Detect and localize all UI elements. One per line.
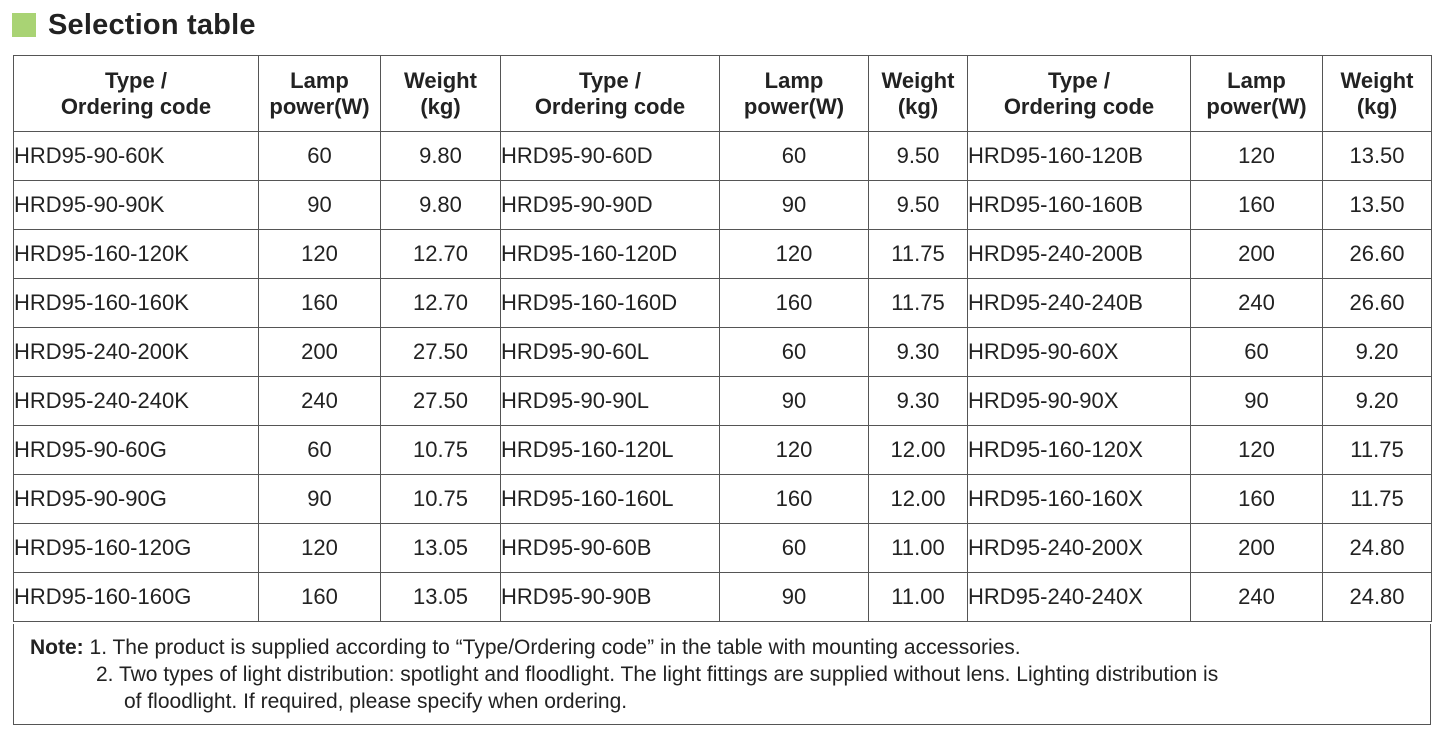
column-header-line-1: Lamp <box>764 67 824 93</box>
weight-cell: 12.70 <box>381 230 501 279</box>
lamp-power-cell: 200 <box>259 328 381 377</box>
weight-cell: 13.50 <box>1323 132 1432 181</box>
weight-cell: 11.00 <box>869 573 968 622</box>
table-row <box>14 181 1432 230</box>
type-code-cell: HRD95-160-120D <box>501 230 720 279</box>
lamp-power-cell: 120 <box>1191 132 1323 181</box>
type-code-cell: HRD95-160-160G <box>14 573 259 622</box>
table-row <box>14 475 1432 524</box>
weight-cell: 9.30 <box>869 377 968 426</box>
lamp-power-cell: 240 <box>259 377 381 426</box>
type-code-cell: HRD95-90-90L <box>501 377 720 426</box>
weight-cell: 11.75 <box>869 230 968 279</box>
column-header-line-2: (kg) <box>420 93 461 119</box>
note-item-1: 1. The product is supplied according to “Type/Ordering code” in the table with mounting accessories. <box>89 636 1021 659</box>
type-code-cell: HRD95-240-200X <box>968 524 1191 573</box>
table-row <box>14 230 1432 279</box>
lamp-power-cell: 90 <box>1191 377 1323 426</box>
type-code-cell: HRD95-160-160K <box>14 279 259 328</box>
column-header-line-2: (kg) <box>897 93 939 119</box>
section-title-bar <box>12 8 256 42</box>
type-code-cell: HRD95-90-60X <box>968 328 1191 377</box>
type-code-cell: HRD95-240-200B <box>968 230 1191 279</box>
note-item-2-line-1: 2. Two types of light distribution: spotlight and floodlight. The light fittings are supplied without lens. Lighting distribution is <box>96 663 1219 686</box>
lamp-power-cell: 200 <box>1191 230 1323 279</box>
type-code-cell: HRD95-160-160B <box>968 181 1191 230</box>
page-title: Selection table <box>48 8 256 41</box>
table-row <box>14 377 1432 426</box>
weight-cell: 12.70 <box>381 279 501 328</box>
weight-cell: 9.30 <box>869 328 968 377</box>
weight-cell: 24.80 <box>1323 524 1432 573</box>
type-code-cell: HRD95-160-120G <box>14 524 259 573</box>
column-header-line-1: Weight <box>881 67 955 93</box>
weight-cell: 11.75 <box>869 279 968 328</box>
column-header-line-1: Type / <box>1048 67 1110 93</box>
lamp-power-cell: 90 <box>259 475 381 524</box>
type-code-cell: HRD95-90-60D <box>501 132 720 181</box>
weight-cell: 13.05 <box>381 524 501 573</box>
type-code-cell: HRD95-90-90B <box>501 573 720 622</box>
column-header-line-1: Lamp <box>1227 67 1286 93</box>
type-code-cell: HRD95-90-60L <box>501 328 720 377</box>
weight-cell: 10.75 <box>381 426 501 475</box>
column-header-line-1: Weight <box>404 67 477 93</box>
lamp-power-cell: 60 <box>1191 328 1323 377</box>
weight-cell: 27.50 <box>381 328 501 377</box>
column-header-line-2: Ordering code <box>60 93 212 119</box>
weight-cell: 9.20 <box>1323 377 1432 426</box>
weight-cell: 11.75 <box>1323 475 1432 524</box>
weight-cell: 12.00 <box>869 475 968 524</box>
type-code-cell: HRD95-90-60K <box>14 132 259 181</box>
table-row <box>14 426 1432 475</box>
type-code-cell: HRD95-160-160D <box>501 279 720 328</box>
lamp-power-cell: 240 <box>1191 279 1323 328</box>
column-header <box>869 56 968 132</box>
table-row <box>14 573 1432 622</box>
column-header <box>381 56 501 132</box>
column-header <box>1323 56 1432 132</box>
type-code-cell: HRD95-90-90G <box>14 475 259 524</box>
lamp-power-cell: 160 <box>259 279 381 328</box>
lamp-power-cell: 120 <box>259 230 381 279</box>
weight-cell: 13.05 <box>381 573 501 622</box>
lamp-power-cell: 60 <box>720 328 869 377</box>
green-square-icon <box>12 13 36 37</box>
type-code-cell: HRD95-240-240K <box>14 377 259 426</box>
lamp-power-cell: 60 <box>259 426 381 475</box>
type-code-cell: HRD95-240-200K <box>14 328 259 377</box>
column-header <box>1191 56 1323 132</box>
weight-cell: 24.80 <box>1323 573 1432 622</box>
lamp-power-cell: 120 <box>1191 426 1323 475</box>
lamp-power-cell: 90 <box>259 181 381 230</box>
weight-cell: 9.80 <box>381 132 501 181</box>
lamp-power-cell: 120 <box>720 426 869 475</box>
lamp-power-cell: 160 <box>720 279 869 328</box>
type-code-cell: HRD95-160-120X <box>968 426 1191 475</box>
type-code-cell: HRD95-160-160X <box>968 475 1191 524</box>
table-body <box>14 132 1432 622</box>
weight-cell: 9.50 <box>869 132 968 181</box>
column-header-line-2: (kg) <box>1356 93 1398 119</box>
weight-cell: 11.75 <box>1323 426 1432 475</box>
column-header <box>14 56 259 132</box>
lamp-power-cell: 240 <box>1191 573 1323 622</box>
note-box <box>13 624 1431 725</box>
type-code-cell: HRD95-90-60G <box>14 426 259 475</box>
column-header-line-1: Type / <box>579 67 641 93</box>
note-item-2-line-2: of floodlight. If required, please specify when ordering. <box>124 690 628 713</box>
table-row <box>14 524 1432 573</box>
weight-cell: 26.60 <box>1323 279 1432 328</box>
column-header <box>501 56 720 132</box>
column-header-line-2: Ordering code <box>1003 93 1155 119</box>
lamp-power-cell: 60 <box>259 132 381 181</box>
lamp-power-cell: 120 <box>720 230 869 279</box>
note-label: Note: <box>30 636 84 659</box>
type-code-cell: HRD95-90-90X <box>968 377 1191 426</box>
weight-cell: 10.75 <box>381 475 501 524</box>
type-code-cell: HRD95-240-240B <box>968 279 1191 328</box>
type-code-cell: HRD95-160-120L <box>501 426 720 475</box>
column-header <box>968 56 1191 132</box>
column-header-line-2: power(W) <box>1206 93 1307 119</box>
column-header-line-2: Ordering code <box>534 93 686 119</box>
header-row <box>14 56 1432 132</box>
lamp-power-cell: 60 <box>720 132 869 181</box>
weight-cell: 13.50 <box>1323 181 1432 230</box>
lamp-power-cell: 160 <box>1191 181 1323 230</box>
table-row <box>14 132 1432 181</box>
type-code-cell: HRD95-160-120K <box>14 230 259 279</box>
type-code-cell: HRD95-90-90K <box>14 181 259 230</box>
column-header-line-1: Type / <box>105 67 167 93</box>
lamp-power-cell: 90 <box>720 573 869 622</box>
type-code-cell: HRD95-240-240X <box>968 573 1191 622</box>
weight-cell: 11.00 <box>869 524 968 573</box>
type-code-cell: HRD95-90-60B <box>501 524 720 573</box>
weight-cell: 9.50 <box>869 181 968 230</box>
lamp-power-cell: 90 <box>720 377 869 426</box>
lamp-power-cell: 60 <box>720 524 869 573</box>
lamp-power-cell: 120 <box>259 524 381 573</box>
column-header-line-2: power(W) <box>269 93 370 119</box>
selection-table <box>13 55 1432 622</box>
weight-cell: 9.20 <box>1323 328 1432 377</box>
lamp-power-cell: 200 <box>1191 524 1323 573</box>
lamp-power-cell: 160 <box>259 573 381 622</box>
column-header-line-1: Lamp <box>290 67 349 93</box>
type-code-cell: HRD95-160-120B <box>968 132 1191 181</box>
type-code-cell: HRD95-90-90D <box>501 181 720 230</box>
table-row <box>14 328 1432 377</box>
column-header <box>259 56 381 132</box>
lamp-power-cell: 90 <box>720 181 869 230</box>
table-row <box>14 279 1432 328</box>
weight-cell: 12.00 <box>869 426 968 475</box>
note-line-1 <box>30 634 1021 661</box>
weight-cell: 9.80 <box>381 181 501 230</box>
column-header-line-1: Weight <box>1340 67 1414 93</box>
lamp-power-cell: 160 <box>1191 475 1323 524</box>
type-code-cell: HRD95-160-160L <box>501 475 720 524</box>
column-header-line-2: power(W) <box>743 93 845 119</box>
weight-cell: 27.50 <box>381 377 501 426</box>
column-header <box>720 56 869 132</box>
weight-cell: 26.60 <box>1323 230 1432 279</box>
lamp-power-cell: 160 <box>720 475 869 524</box>
